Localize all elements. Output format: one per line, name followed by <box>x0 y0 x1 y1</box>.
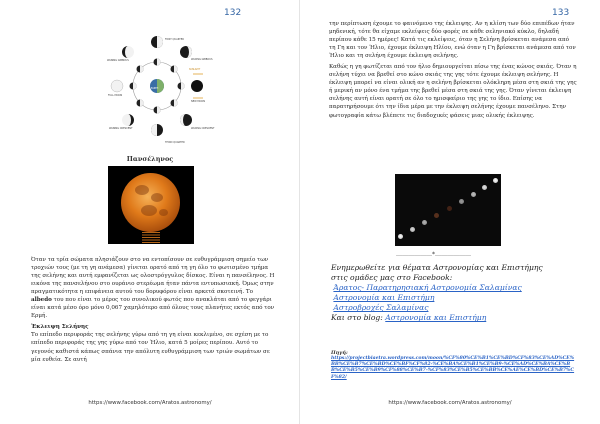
albedo-term: albedo <box>31 297 52 304</box>
paragraph: Όταν τα τρία σώματα πλησιάζουν στο να εντοπίσουν σε ευθυγράμμιση σημείο των τροχιών τους (με τη γη ανάμεσα) γίνεται ορατό από τη γη όλο το φωτισμένο τμήμα της σελήνης και αυτή εμφανίζεται ως ολοστρόγγυλος δίσκος. Είναι η πανσέληνος. Η εικόνα της πανσελήνου στο ουράνιο στερέωμα ήταν πάντα εντυπωσιακή. Όμως στην πραγματικότητα η επιφάνεια αυτού του δορυφόρου είναι αρκετά σκοτεινή. Το albedo του που είναι το μέρος του συνολικού φωτός που ανακλάται από το φεγγάρι είναι κατά μέσο όρο μόνο 0,067 χαμηλότερο από όλους τους πλανήτες εκτός από τον Ερμή. <box>31 257 275 320</box>
label-sunlight: SUNLIGHT <box>189 68 201 71</box>
label-earth: EARTH <box>151 87 159 90</box>
footer-url: https://www.facebook.com/Aratos.astronomy/ <box>388 400 512 406</box>
source-label: Πηγή: <box>331 350 348 356</box>
facebook-group-link[interactable]: Αστροβροχές Σαλαμίνας <box>333 303 429 313</box>
paragraph: την περίπτωση έχουμε το φαινόμενο της έκλειψης. Αν η κλίση των δύο επιπέδων ήταν μηδενική, τότε θα είχαμε εκλείψεις δύο φορές σε κάθε σεληνιακό κύκλο, δηλαδή περίπου κάθε 15 ημέρες! Κατά τις εκλείψεις, όταν η Σελήνη βρίσκεται ανάμεσα από τη Γη και τον Ήλιο, έχουμε έκλειψη Ηλίου, ενώ όταν η Γη βρίσκεται ανάμεσα από τον Ήλιο και τη σελήνη έχουμε έκλειψη σελήνης. <box>329 21 576 60</box>
right-page <box>300 0 600 424</box>
page-number: 132 <box>224 8 242 18</box>
source-link[interactable]: https://projectbiaetra.wordpress.com/moon/%CF%80%CE%B1%CE%BD%CF%83%CE%AD%CE%BB%CE%B7%CE%BD%CE%BF%CF%82-%CE%BA%CE%B1%CE%B9-%CE%AD%CE%BA%CE%BB%CE%B5%CE%B9%CF%88%CE%B7-%CF%83%CE%B5%CE%BB%CE%AE%CE%BD%CE%B7%CF%82/ <box>331 356 575 380</box>
label-new-moon: NEW MOON <box>191 100 206 103</box>
footer-url: https://www.facebook.com/Aratos.astronomy/ <box>88 400 212 406</box>
paragraph: Το επίπεδο περιφοράς της σελήνης γύρω από τη γη είναι κεκλιμένο, σε σχέση με το επίπεδο περιφοράς της γης γύρω από τον Ήλιο, κατά 5 μοίρες περίπου. Αυτό το γεγονός καθιστά κάπως σπάνια την απόλυτη ευθυγράμμιση των τριών σωμάτων σε μία ευθεία. Σε αυτή <box>31 332 270 363</box>
label-waxing-crescent: WAXING CRESCENT <box>191 127 215 130</box>
label-third-quarter: THIRD QUARTER <box>165 141 185 144</box>
water-reflection <box>142 232 160 244</box>
separator: ………………*……………… <box>396 251 471 258</box>
moon-disc <box>121 173 180 232</box>
promo-line: Ενημερωθείτε για θέματα Αστρονομίας και Επιστήμης <box>331 263 543 272</box>
section-heading: Έκλειψη Σελήνης <box>31 324 89 331</box>
promo-block <box>331 263 581 324</box>
label-first-quarter: FIRST QUARTER <box>165 38 184 41</box>
blog-link[interactable]: Αστρονομία και Επιστήμη <box>385 313 487 323</box>
label-full-moon: FULL MOON <box>108 94 123 97</box>
body-text <box>329 20 577 123</box>
facebook-group-link[interactable]: Άρατος- Παρατηρησιακή Αστρονομία Σαλαμίνας <box>333 283 522 293</box>
figure-caption: Πανσέληνος <box>126 155 174 163</box>
body-text <box>31 256 275 367</box>
full-moon-photo <box>108 166 194 244</box>
moon-phases-diagram <box>107 30 215 150</box>
label-waxing-gibbous: WAXING GIBBOUS <box>191 58 213 61</box>
eclipse-sequence-photo <box>395 174 501 246</box>
promo-line: στις ομάδες μας στο Facebook: <box>331 273 453 283</box>
paragraph: Καθώς η γη φωτίζεται από τον ήλιο δημιουργείται πίσω της ένας κώνος σκιάς. Όταν η σελήνη τύχει να βρεθεί στο κώνο σκιάς της γης τότε έχουμε έκλειψη σελήνης. Η έκλειψη μπορεί να είναι ολική αν η σελήνη βρίσκεται ολόκληρη μέσα στη σκιά της γης ή μερική αν μόνο ένα τμήμα της βρεθεί μέσα στη σκιά της γης. Όταν γίνεται έκλειψη σελήνης αυτή είναι ορατή σε όλο το ημισφαίριο της γης το ίδιο. Επίσης να παρατηρήσουμε ότι την ίδια μέρα με την έκλειψη σελήνης έχουμε πανσέληνο. Στην φωτογραφία κάτω βλέπετε τις διαδοχικές φάσεις μιας ολικής έκλειψης. <box>329 64 577 119</box>
blog-label: Και στο blog: <box>331 313 386 323</box>
label-waning-gibbous: WANING GIBBOUS <box>107 59 129 62</box>
label-waning-crescent: WANING CRESCENT <box>109 127 133 130</box>
page-number: 133 <box>552 8 570 18</box>
facebook-group-link[interactable]: Αστρονομία και Επιστήμη <box>333 293 435 303</box>
